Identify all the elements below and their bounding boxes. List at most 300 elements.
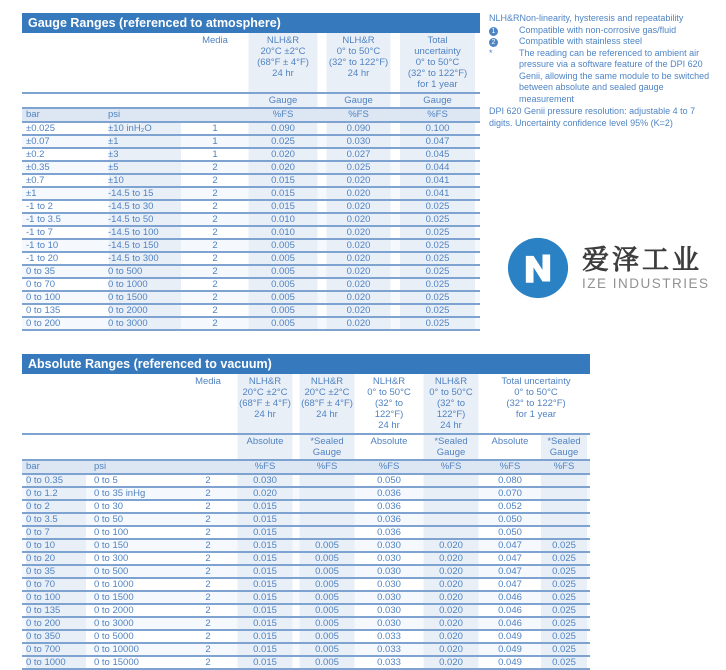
media-cell: 2 xyxy=(182,526,234,539)
value-cell: 0.025 xyxy=(395,265,480,278)
value-cell: 0.020 xyxy=(420,643,482,656)
table-row xyxy=(22,552,590,565)
range-bar-cell: 0 to 20 xyxy=(22,552,90,565)
range-psi-cell: 0 to 2000 xyxy=(90,604,182,617)
footnote-item xyxy=(489,25,719,37)
media-cell: 2 xyxy=(186,291,244,304)
value-cell: 0.047 xyxy=(482,552,538,565)
table-row xyxy=(22,239,480,252)
value-cell xyxy=(538,487,590,500)
gauge-table xyxy=(22,33,480,331)
media-cell: 2 xyxy=(182,500,234,513)
value-cell: 0.005 xyxy=(296,643,358,656)
value-cell xyxy=(420,513,482,526)
column-group-header: NLH&R 0° to 50°C (32° to 122°F) 24 hr xyxy=(367,376,411,431)
value-cell: 0.015 xyxy=(234,604,296,617)
table-row xyxy=(22,591,590,604)
range-bar-cell: 0 to 200 xyxy=(22,317,104,330)
value-cell: 0.020 xyxy=(322,239,395,252)
media-cell: 2 xyxy=(186,213,244,226)
table-row xyxy=(22,252,480,265)
subheader-blank xyxy=(104,93,186,108)
unit-bar: bar xyxy=(22,108,104,122)
table-row xyxy=(22,617,590,630)
header-row xyxy=(22,33,480,93)
value-cell: 0.046 xyxy=(482,617,538,630)
column-group-header: NLH&R 20°C ±2°C (68°F ± 4°F) 24 hr xyxy=(244,33,322,93)
subheader-row xyxy=(22,434,590,460)
value-cell: 0.036 xyxy=(358,513,420,526)
range-psi-cell: 0 to 2000 xyxy=(104,304,186,317)
media-cell: 2 xyxy=(182,656,234,669)
unit-fs: %FS xyxy=(296,460,358,474)
subheader-cell: *Sealed Gauge xyxy=(538,434,590,460)
media-cell: 2 xyxy=(186,304,244,317)
range-bar-cell: ±0.2 xyxy=(22,148,104,161)
value-cell xyxy=(420,487,482,500)
range-bar-cell: 0 to 1000 xyxy=(22,656,90,669)
range-psi-cell: ±10 inH₂O xyxy=(104,122,186,135)
value-cell: 0.025 xyxy=(395,200,480,213)
value-cell: 0.046 xyxy=(482,591,538,604)
value-cell: 0.015 xyxy=(244,174,322,187)
footnote-footer: DPI 620 Genii pressure resolution: adjustable 4 to 7 digits. Uncertainty confidence level 95% (K=2) xyxy=(489,106,696,128)
range-psi-cell: 0 to 3000 xyxy=(104,317,186,330)
value-cell: 0.005 xyxy=(296,604,358,617)
value-cell xyxy=(296,474,358,487)
value-cell: 0.046 xyxy=(482,604,538,617)
range-psi-cell: 0 to 50 xyxy=(90,513,182,526)
subheader-cell: Absolute xyxy=(234,434,296,460)
footnote-text: Compatible with non-corrosive gas/fluid xyxy=(519,24,677,35)
value-cell: 0.025 xyxy=(538,643,590,656)
media-cell: 1 xyxy=(186,122,244,135)
range-bar-cell: -1 to 3.5 xyxy=(22,213,104,226)
table-row xyxy=(22,539,590,552)
table-row xyxy=(22,317,480,330)
range-psi-cell: 0 to 1000 xyxy=(104,278,186,291)
value-cell xyxy=(296,487,358,500)
range-bar-cell: ±0.35 xyxy=(22,161,104,174)
ize-logo xyxy=(506,236,710,300)
absolute-table-title: Absolute Ranges (referenced to vacuum) xyxy=(22,354,590,374)
value-cell: 0.005 xyxy=(244,317,322,330)
subheader-blank xyxy=(22,93,104,108)
footnote-list xyxy=(489,13,719,105)
value-cell: 0.015 xyxy=(244,187,322,200)
media-cell: 2 xyxy=(186,278,244,291)
footnote-item xyxy=(489,36,719,48)
value-cell: 0.025 xyxy=(395,239,480,252)
footnote-item xyxy=(489,48,719,106)
range-bar-cell: 0 to 1.2 xyxy=(22,487,90,500)
range-bar-cell: 0 to 35 xyxy=(22,265,104,278)
subheader-cell: Gauge xyxy=(244,93,322,108)
range-psi-cell: 0 to 1500 xyxy=(90,591,182,604)
value-cell xyxy=(296,526,358,539)
footnote-symbol: NLH&R xyxy=(489,13,520,23)
table-row xyxy=(22,135,480,148)
table-row xyxy=(22,474,590,487)
value-cell: 0.020 xyxy=(420,552,482,565)
value-cell: 0.036 xyxy=(358,500,420,513)
media-cell: 2 xyxy=(182,474,234,487)
unit-fs: %FS xyxy=(244,108,322,122)
value-cell: 0.005 xyxy=(244,291,322,304)
range-psi-cell: -14.5 to 50 xyxy=(104,213,186,226)
media-cell: 2 xyxy=(186,174,244,187)
value-cell: 0.030 xyxy=(322,135,395,148)
value-cell: 0.025 xyxy=(538,552,590,565)
range-bar-cell: 0 to 100 xyxy=(22,591,90,604)
gauge-table-header xyxy=(22,33,480,122)
media-cell: 2 xyxy=(182,552,234,565)
header-blank xyxy=(104,33,186,93)
subheader-blank xyxy=(90,434,182,460)
value-cell: 0.015 xyxy=(234,526,296,539)
range-psi-cell: 0 to 35 inHg xyxy=(90,487,182,500)
value-cell: 0.020 xyxy=(322,252,395,265)
unit-bar: bar xyxy=(22,460,90,474)
subheader-blank xyxy=(186,93,244,108)
range-psi-cell: 0 to 300 xyxy=(90,552,182,565)
range-psi-cell: 0 to 5 xyxy=(90,474,182,487)
ize-logo-chinese: 爱泽工业 xyxy=(582,244,702,275)
range-psi-cell: 0 to 5000 xyxy=(90,630,182,643)
value-cell: 0.005 xyxy=(296,578,358,591)
value-cell: 0.025 xyxy=(538,565,590,578)
value-cell: 0.030 xyxy=(358,539,420,552)
range-psi-cell: 0 to 10000 xyxy=(90,643,182,656)
gauge-ranges-table xyxy=(22,13,480,331)
value-cell: 0.005 xyxy=(296,552,358,565)
subheader-cell: Gauge xyxy=(322,93,395,108)
table-row xyxy=(22,630,590,643)
value-cell: 0.015 xyxy=(234,617,296,630)
table-row xyxy=(22,604,590,617)
media-cell: 2 xyxy=(182,591,234,604)
range-psi-cell: ±3 xyxy=(104,148,186,161)
table-row xyxy=(22,161,480,174)
units-row xyxy=(22,108,480,122)
absolute-table-body xyxy=(22,474,590,669)
table-row xyxy=(22,148,480,161)
value-cell: 0.041 xyxy=(395,174,480,187)
range-bar-cell: 0 to 10 xyxy=(22,539,90,552)
footnote-symbol xyxy=(489,36,519,48)
subheader-cell: Absolute xyxy=(358,434,420,460)
value-cell: 0.020 xyxy=(322,226,395,239)
table-row xyxy=(22,213,480,226)
header-blank xyxy=(22,374,90,434)
table-row xyxy=(22,513,590,526)
media-cell: 2 xyxy=(186,187,244,200)
value-cell: 0.020 xyxy=(420,539,482,552)
unit-blank xyxy=(186,108,244,122)
media-cell: 1 xyxy=(186,135,244,148)
range-bar-cell: 0 to 70 xyxy=(22,278,104,291)
value-cell: 0.015 xyxy=(234,513,296,526)
value-cell: 0.005 xyxy=(296,565,358,578)
range-psi-cell: 0 to 15000 xyxy=(90,656,182,669)
footnote-symbol xyxy=(489,25,519,37)
value-cell: 0.010 xyxy=(244,226,322,239)
range-psi-cell: -14.5 to 150 xyxy=(104,239,186,252)
unit-fs: %FS xyxy=(538,460,590,474)
value-cell: 0.049 xyxy=(482,643,538,656)
value-cell: 0.050 xyxy=(358,474,420,487)
range-psi-cell: ±10 xyxy=(104,174,186,187)
footnote-symbol: * xyxy=(489,47,493,58)
value-cell: 0.020 xyxy=(420,617,482,630)
media-cell: 2 xyxy=(186,239,244,252)
value-cell: 0.090 xyxy=(322,122,395,135)
value-cell: 0.020 xyxy=(420,565,482,578)
subheader-cell: *Sealed Gauge xyxy=(296,434,358,460)
value-cell: 0.025 xyxy=(538,604,590,617)
range-bar-cell: ±1 xyxy=(22,187,104,200)
ize-logo-text xyxy=(582,245,710,292)
media-cell: 2 xyxy=(186,161,244,174)
media-cell: 2 xyxy=(182,487,234,500)
value-cell: 0.020 xyxy=(322,278,395,291)
value-cell: 0.036 xyxy=(358,526,420,539)
value-cell: 0.020 xyxy=(420,591,482,604)
value-cell: 0.025 xyxy=(538,656,590,669)
range-bar-cell: -1 to 10 xyxy=(22,239,104,252)
value-cell: 0.015 xyxy=(244,200,322,213)
value-cell: 0.080 xyxy=(482,474,538,487)
table-row xyxy=(22,526,590,539)
value-cell: 0.015 xyxy=(234,539,296,552)
value-cell: 0.020 xyxy=(420,656,482,669)
value-cell: 0.047 xyxy=(482,539,538,552)
subheader-cell: Gauge xyxy=(395,93,480,108)
column-group-header: NLH&R 0° to 50°C (32° to 122°F) 24 hr xyxy=(420,374,482,434)
column-group-header: NLH&R 20°C ±2°C (68°F ± 4°F) 24 hr xyxy=(234,374,296,434)
value-cell: 0.036 xyxy=(358,487,420,500)
value-cell: 0.030 xyxy=(358,578,420,591)
value-cell xyxy=(538,500,590,513)
value-cell xyxy=(538,513,590,526)
value-cell: 0.047 xyxy=(395,135,480,148)
value-cell: 0.025 xyxy=(538,539,590,552)
range-psi-cell: ±5 xyxy=(104,161,186,174)
units-row xyxy=(22,460,590,474)
value-cell: 0.005 xyxy=(244,252,322,265)
value-cell: 0.030 xyxy=(358,604,420,617)
value-cell: 0.020 xyxy=(244,148,322,161)
value-cell: 0.020 xyxy=(322,187,395,200)
value-cell: 0.005 xyxy=(296,617,358,630)
column-group-header: Total uncertainty 0° to 50°C (32° to 122°F) for 1 year xyxy=(395,33,480,93)
range-bar-cell: 0 to 70 xyxy=(22,578,90,591)
subheader-cell: *Sealed Gauge xyxy=(420,434,482,460)
media-cell: 2 xyxy=(182,565,234,578)
range-bar-cell: 0 to 135 xyxy=(22,304,104,317)
value-cell: 0.005 xyxy=(244,265,322,278)
column-group-header: NLH&R 20°C ±2°C (68°F ± 4°F) 24 hr xyxy=(296,374,358,434)
value-cell: 0.020 xyxy=(322,174,395,187)
range-psi-cell: 0 to 150 xyxy=(90,539,182,552)
value-cell: 0.015 xyxy=(234,630,296,643)
value-cell: 0.010 xyxy=(244,213,322,226)
media-column-header: Media xyxy=(202,35,228,46)
value-cell: 0.005 xyxy=(244,304,322,317)
range-bar-cell: ±0.025 xyxy=(22,122,104,135)
value-cell: 0.090 xyxy=(244,122,322,135)
range-bar-cell: 0 to 3.5 xyxy=(22,513,90,526)
range-psi-cell: -14.5 to 100 xyxy=(104,226,186,239)
media-cell: 2 xyxy=(182,617,234,630)
table-row xyxy=(22,226,480,239)
range-psi-cell: 0 to 100 xyxy=(90,526,182,539)
subheader-row xyxy=(22,93,480,108)
range-bar-cell: ±0.7 xyxy=(22,174,104,187)
unit-fs: %FS xyxy=(322,108,395,122)
value-cell xyxy=(420,474,482,487)
range-bar-cell: 0 to 700 xyxy=(22,643,90,656)
value-cell: 0.015 xyxy=(234,656,296,669)
value-cell: 0.045 xyxy=(395,148,480,161)
value-cell: 0.025 xyxy=(395,317,480,330)
range-psi-cell: 0 to 1000 xyxy=(90,578,182,591)
value-cell: 0.025 xyxy=(244,135,322,148)
value-cell: 0.030 xyxy=(234,474,296,487)
value-cell: 0.020 xyxy=(420,630,482,643)
value-cell xyxy=(538,474,590,487)
value-cell: 0.033 xyxy=(358,643,420,656)
media-cell: 2 xyxy=(182,513,234,526)
value-cell: 0.027 xyxy=(322,148,395,161)
footnote-text: Compatible with stainless steel xyxy=(519,36,643,46)
value-cell xyxy=(420,526,482,539)
table-row xyxy=(22,174,480,187)
value-cell: 0.030 xyxy=(358,565,420,578)
table-row xyxy=(22,200,480,213)
unit-psi: psi xyxy=(90,460,182,474)
value-cell: 0.025 xyxy=(322,161,395,174)
value-cell: 0.049 xyxy=(482,656,538,669)
value-cell: 0.030 xyxy=(358,591,420,604)
table-row xyxy=(22,487,590,500)
value-cell: 0.070 xyxy=(482,487,538,500)
footnote-text: The reading can be referenced to ambient air pressure via a software feature of the DPI 620 Genii, allowing the same module to be switched between absolute and sealed gauge measurement xyxy=(519,47,710,104)
unit-psi: psi xyxy=(104,108,186,122)
value-cell: 0.020 xyxy=(234,487,296,500)
range-bar-cell: 0 to 100 xyxy=(22,291,104,304)
value-cell: 0.030 xyxy=(358,617,420,630)
table-row xyxy=(22,565,590,578)
value-cell: 0.020 xyxy=(322,304,395,317)
value-cell: 0.041 xyxy=(395,187,480,200)
range-psi-cell: 0 to 1500 xyxy=(104,291,186,304)
range-bar-cell: 0 to 0.35 xyxy=(22,474,90,487)
footnote-text: Non-linearity, hysteresis and repeatability xyxy=(519,13,684,23)
circled-number-icon: 1 xyxy=(489,27,498,36)
value-cell: 0.005 xyxy=(296,591,358,604)
value-cell: 0.020 xyxy=(420,578,482,591)
value-cell: 0.005 xyxy=(244,278,322,291)
value-cell: 0.025 xyxy=(395,226,480,239)
table-row xyxy=(22,500,590,513)
absolute-ranges-table xyxy=(22,354,590,670)
value-cell: 0.047 xyxy=(482,578,538,591)
range-psi-cell: 0 to 3000 xyxy=(90,617,182,630)
ize-logo-english: IZE INDUSTRIES xyxy=(582,275,710,291)
range-bar-cell: ±0.07 xyxy=(22,135,104,148)
value-cell: 0.025 xyxy=(538,617,590,630)
value-cell: 0.005 xyxy=(296,630,358,643)
range-bar-cell: 0 to 350 xyxy=(22,630,90,643)
table-row xyxy=(22,278,480,291)
column-group-header: Total uncertainty 0° to 50°C (32° to 122°F) for 1 year xyxy=(501,376,571,420)
value-cell: 0.025 xyxy=(395,213,480,226)
unit-fs: %FS xyxy=(420,460,482,474)
column-group-header: NLH&R 0° to 50°C (32° to 122°F) 24 hr xyxy=(322,33,395,93)
range-bar-cell: 0 to 2 xyxy=(22,500,90,513)
value-cell xyxy=(420,500,482,513)
range-bar-cell: 0 to 135 xyxy=(22,604,90,617)
value-cell: 0.015 xyxy=(234,552,296,565)
table-row xyxy=(22,291,480,304)
value-cell: 0.025 xyxy=(395,291,480,304)
unit-blank xyxy=(182,460,234,474)
header-blank xyxy=(22,33,104,93)
table-row xyxy=(22,304,480,317)
value-cell: 0.030 xyxy=(358,552,420,565)
value-cell: 0.033 xyxy=(358,656,420,669)
value-cell: 0.020 xyxy=(420,604,482,617)
gauge-table-title: Gauge Ranges (referenced to atmosphere) xyxy=(22,13,480,33)
value-cell: 0.025 xyxy=(538,578,590,591)
value-cell: 0.044 xyxy=(395,161,480,174)
table-row xyxy=(22,187,480,200)
value-cell: 0.005 xyxy=(244,239,322,252)
range-psi-cell: -14.5 to 300 xyxy=(104,252,186,265)
media-cell: 2 xyxy=(186,200,244,213)
range-psi-cell: 0 to 30 xyxy=(90,500,182,513)
value-cell xyxy=(296,513,358,526)
value-cell: 0.033 xyxy=(358,630,420,643)
range-bar-cell: 0 to 35 xyxy=(22,565,90,578)
subheader-blank xyxy=(22,434,90,460)
value-cell: 0.050 xyxy=(482,513,538,526)
media-cell: 2 xyxy=(182,643,234,656)
unit-fs: %FS xyxy=(482,460,538,474)
header-row xyxy=(22,374,590,434)
media-cell: 2 xyxy=(182,604,234,617)
value-cell: 0.050 xyxy=(482,526,538,539)
value-cell xyxy=(538,526,590,539)
media-cell: 2 xyxy=(186,252,244,265)
media-cell: 2 xyxy=(182,630,234,643)
media-cell: 2 xyxy=(182,539,234,552)
unit-fs: %FS xyxy=(395,108,480,122)
value-cell: 0.020 xyxy=(244,161,322,174)
value-cell: 0.052 xyxy=(482,500,538,513)
value-cell: 0.025 xyxy=(395,304,480,317)
ize-logo-icon xyxy=(506,236,570,300)
header-blank xyxy=(90,374,182,434)
value-cell: 0.025 xyxy=(538,591,590,604)
value-cell: 0.020 xyxy=(322,317,395,330)
media-cell: 2 xyxy=(182,578,234,591)
value-cell xyxy=(296,500,358,513)
absolute-table-header xyxy=(22,374,590,474)
table-row xyxy=(22,643,590,656)
range-psi-cell: -14.5 to 15 xyxy=(104,187,186,200)
